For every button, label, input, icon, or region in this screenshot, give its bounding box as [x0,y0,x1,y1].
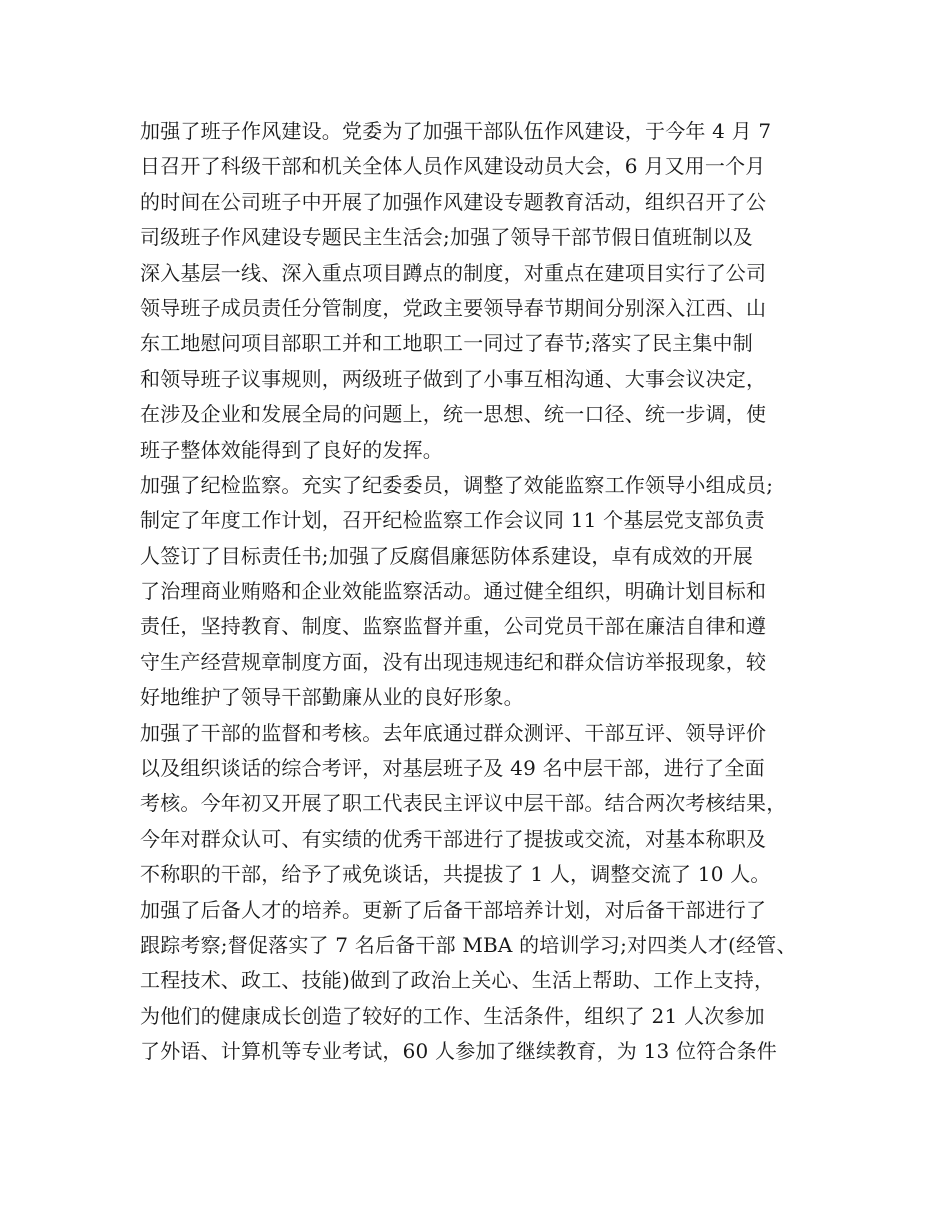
text-line: 东工地慰问项目部职工并和工地职工一同过了春节;落实了民主集中制 [140,331,753,356]
text-line: 今年对群众认可、有实绩的优秀干部进行了提拔或交流，对基本称职及 [140,826,767,851]
text-line: 司级班子作风建设专题民主生活会;加强了领导干部节假日值班制以及 [140,225,753,250]
text-line: 日召开了科级干部和机关全体人员作风建设动员大会，6 月又用一个月 [140,154,766,179]
text-line: 了外语、计算机等专业考试，60 人参加了继续教育，为 13 位符合条件 [140,1039,777,1064]
text-line: 加强了纪检监察。充实了纪委委员，调整了效能监察工作领导小组成员; [140,472,774,497]
text-line: 以及组织谈话的综合考评，对基层班子及 49 名中层干部，进行了全面 [140,756,765,781]
text-line: 在涉及企业和发展全局的问题上，统一思想、统一口径、统一步调，使 [140,402,767,427]
text-line: 班子整体效能得到了良好的发挥。 [140,437,443,462]
text-line: 加强了干部的监督和考核。去年底通过群众测评、干部互评、领导评价 [140,720,767,745]
text-line: 责任，坚持教育、制度、监察监督并重，公司党员干部在廉洁自律和遵 [140,614,767,639]
text-line: 考核。今年初又开展了职工代表民主评议中层干部。结合两次考核结果， [140,791,787,816]
text-line: 加强了后备人才的培养。更新了后备干部培养计划，对后备干部进行了 [140,897,767,922]
text-line: 深入基层一线、深入重点项目蹲点的制度，对重点在建项目实行了公司 [140,260,767,285]
text-line: 守生产经营规章制度方面，没有出现违规违纪和群众信访举报现象，较 [140,649,767,674]
text-line: 跟踪考察;督促落实了 7 名后备干部 MBA 的培训学习;对四类人才(经管、 [140,932,797,957]
text-line: 为他们的健康成长创造了较好的工作、生活条件，组织了 21 人次参加 [140,1003,765,1028]
text-line: 好地维护了领导干部勤廉从业的良好形象。 [140,685,524,710]
body-text [140,114,830,1070]
text-line: 不称职的干部，给予了戒免谈话，共提拔了 1 人，调整交流了 10 人。 [140,862,771,887]
text-line: 人签订了目标责任书;加强了反腐倡廉惩防体系建设，卓有成效的开展 [140,543,753,568]
text-line: 和领导班子议事规则，两级班子做到了小事互相沟通、大事会议决定， [140,366,767,391]
text-line: 工程技术、政工、技能)做到了政治上关心、生活上帮助、工作上支持， [140,968,775,993]
text-line: 了治理商业贿赂和企业效能监察活动。通过健全组织，明确计划目标和 [140,579,767,604]
text-line: 领导班子成员责任分管制度，党政主要领导春节期间分别深入江西、山 [140,295,767,320]
text-line: 制定了年度工作计划，召开纪检监察工作会议同 11 个基层党支部负责 [140,508,765,533]
text-line: 的时间在公司班子中开展了加强作风建设专题教育活动，组织召开了公 [140,189,767,214]
text-line: 加强了班子作风建设。党委为了加强干部队伍作风建设，于今年 4 月 7 [140,119,772,143]
